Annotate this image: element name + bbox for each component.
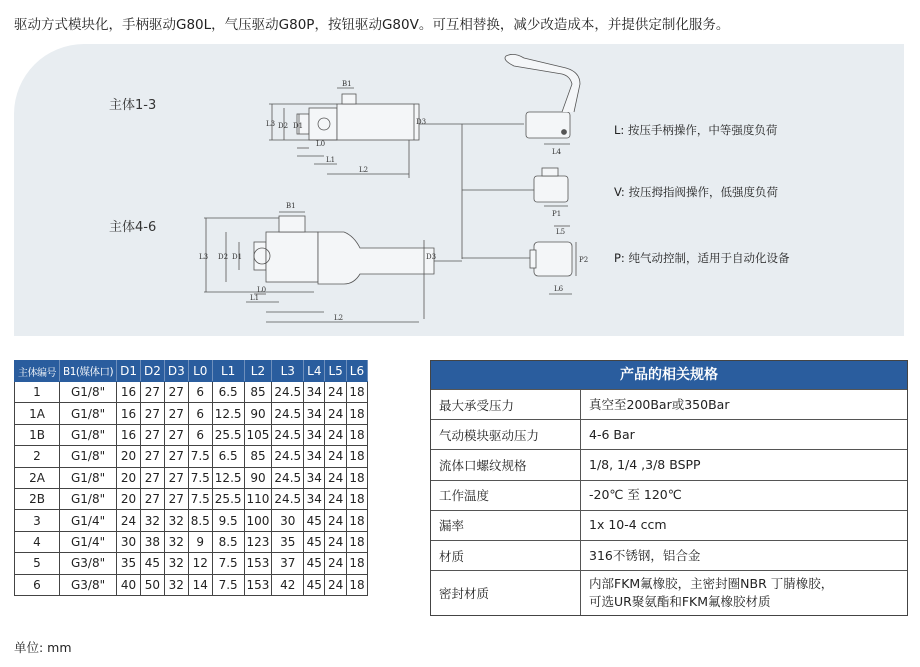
dim-table-row bbox=[15, 467, 368, 488]
dim-table-cell: 2A bbox=[15, 467, 60, 488]
dim-table-cell: 32 bbox=[164, 510, 188, 531]
intro-text: 驱动方式模块化，手柄驱动G80L，气压驱动G80P，按钮驱动G80V。可互相替换，减少改造成本，并提供定制化服务。 bbox=[14, 17, 730, 33]
dim-table-cell: 18 bbox=[346, 424, 367, 445]
dim-d2-bottom: D2 bbox=[218, 253, 229, 261]
dim-d3-bottom: D3 bbox=[426, 253, 437, 261]
dim-d1-bottom: D1 bbox=[232, 253, 243, 261]
dim-table-cell: 27 bbox=[140, 382, 164, 403]
dim-table-cell: 20 bbox=[117, 488, 141, 509]
dim-table-row bbox=[15, 553, 368, 574]
dim-table-cell: 4 bbox=[15, 531, 60, 552]
dim-table-cell: 8.5 bbox=[188, 510, 212, 531]
dim-table-cell: 24.5 bbox=[272, 403, 304, 424]
spec-value-line: 4-6 Bar bbox=[589, 426, 635, 442]
dim-table-cell: 30 bbox=[117, 531, 141, 552]
mode-L-label: L: 按压手柄操作，中等强度负荷 bbox=[614, 123, 778, 137]
body-4-6-label: 主体4-6 bbox=[109, 220, 157, 235]
dim-l3-bottom: L3 bbox=[199, 253, 209, 261]
dim-table-header: L1 bbox=[212, 361, 244, 382]
dim-table-cell: G1/8" bbox=[60, 467, 117, 488]
spec-key: 气动模块驱动压力 bbox=[431, 420, 581, 450]
dim-table-header: L2 bbox=[244, 361, 272, 382]
dim-table-cell: 32 bbox=[140, 510, 164, 531]
dim-table-cell: 90 bbox=[244, 403, 272, 424]
dim-l5: L5 bbox=[556, 228, 566, 236]
dim-table-cell: 34 bbox=[304, 403, 325, 424]
dim-table-row bbox=[15, 446, 368, 467]
body-1-3-label: 主体1-3 bbox=[109, 98, 157, 113]
dim-table-cell: 34 bbox=[304, 382, 325, 403]
dim-table-cell: 6.5 bbox=[212, 382, 244, 403]
dim-table-cell: 9 bbox=[188, 531, 212, 552]
dim-table-cell: 1B bbox=[15, 424, 60, 445]
dim-table-header: L4 bbox=[304, 361, 325, 382]
dim-table-cell: G3/8" bbox=[60, 553, 117, 574]
dim-table-cell: 153 bbox=[244, 553, 272, 574]
dim-table-cell: 7.5 bbox=[188, 446, 212, 467]
dim-table-cell: 1 bbox=[15, 382, 60, 403]
spec-value-line: 内部FKM氟橡胶，主密封圈NBR 丁腈橡胶， bbox=[589, 576, 834, 592]
dim-table-cell: 7.5 bbox=[212, 574, 244, 595]
dim-table-cell: 42 bbox=[272, 574, 304, 595]
dim-table-cell: 24 bbox=[325, 403, 346, 424]
dim-table-cell: 27 bbox=[140, 403, 164, 424]
dim-table-cell: 24 bbox=[325, 574, 346, 595]
dim-table-cell: 18 bbox=[346, 382, 367, 403]
mode-V-label: V: 按压拇指阀操作，低强度负荷 bbox=[614, 185, 778, 199]
dim-table-cell: 6 bbox=[188, 424, 212, 445]
dim-table-cell: 24 bbox=[325, 382, 346, 403]
dim-d3-top: D3 bbox=[416, 118, 427, 126]
dim-table-cell: 8.5 bbox=[212, 531, 244, 552]
dim-table-cell: 9.5 bbox=[212, 510, 244, 531]
dim-table-cell: 6.5 bbox=[212, 446, 244, 467]
spec-value bbox=[581, 540, 908, 570]
dim-table-cell: 37 bbox=[272, 553, 304, 574]
dim-table-cell: 16 bbox=[117, 424, 141, 445]
dim-table-cell: 2B bbox=[15, 488, 60, 509]
dim-table-cell: 18 bbox=[346, 467, 367, 488]
dim-table-cell: G1/8" bbox=[60, 488, 117, 509]
dim-table-cell: 7.5 bbox=[188, 467, 212, 488]
dim-table-cell: G1/8" bbox=[60, 424, 117, 445]
dimension-table bbox=[14, 360, 368, 596]
dim-table-cell: 34 bbox=[304, 467, 325, 488]
dim-table-cell: 24 bbox=[325, 446, 346, 467]
dim-table-header: D2 bbox=[140, 361, 164, 382]
dim-table-cell: 25.5 bbox=[212, 424, 244, 445]
spec-key: 工作温度 bbox=[431, 480, 581, 510]
mode-P-label: P: 纯气动控制，适用于自动化设备 bbox=[614, 251, 790, 265]
spec-value bbox=[581, 450, 908, 480]
drawing-panel bbox=[14, 44, 904, 336]
dim-b1-top: B1 bbox=[342, 80, 352, 88]
dim-table-cell: 45 bbox=[304, 553, 325, 574]
dim-table-cell: 6 bbox=[188, 382, 212, 403]
dim-table-cell: 24 bbox=[325, 488, 346, 509]
dim-table-cell: 24.5 bbox=[272, 382, 304, 403]
dim-table-cell: 45 bbox=[304, 574, 325, 595]
dim-table-cell: 27 bbox=[140, 488, 164, 509]
dim-table-header: L0 bbox=[188, 361, 212, 382]
dim-table-cell: 18 bbox=[346, 446, 367, 467]
dim-table-cell: 27 bbox=[164, 446, 188, 467]
spec-value bbox=[581, 480, 908, 510]
dim-table-row bbox=[15, 488, 368, 509]
spec-key: 最大承受压力 bbox=[431, 390, 581, 420]
spec-value-line: -20℃ 至 120℃ bbox=[589, 487, 682, 503]
dim-p1: P1 bbox=[552, 210, 562, 218]
dim-table-header: B1(媒体口) bbox=[60, 361, 117, 382]
dim-p2: P2 bbox=[579, 256, 589, 264]
spec-value bbox=[581, 510, 908, 540]
dim-table-cell: 24.5 bbox=[272, 424, 304, 445]
dim-table-cell: 14 bbox=[188, 574, 212, 595]
dim-table-cell: G1/4" bbox=[60, 531, 117, 552]
body-4-6-drawing bbox=[204, 212, 437, 322]
dim-l2-bottom: L2 bbox=[334, 314, 344, 322]
dim-table-cell: 5 bbox=[15, 553, 60, 574]
dim-table-cell: 50 bbox=[140, 574, 164, 595]
dim-table-row bbox=[15, 531, 368, 552]
dim-table-cell: 12.5 bbox=[212, 467, 244, 488]
dim-table-cell: 123 bbox=[244, 531, 272, 552]
dim-b1-bottom: B1 bbox=[286, 202, 296, 210]
module-P-drawing bbox=[530, 242, 576, 294]
dim-table-cell: 24.5 bbox=[272, 467, 304, 488]
dim-l4: L4 bbox=[552, 148, 562, 156]
dim-table-cell: 40 bbox=[117, 574, 141, 595]
dim-table-cell: 27 bbox=[164, 467, 188, 488]
dim-table-cell: 110 bbox=[244, 488, 272, 509]
body-1-3-drawing bbox=[269, 88, 419, 178]
dim-l0-bottom: L0 bbox=[257, 286, 267, 294]
dim-table-cell: 12 bbox=[188, 553, 212, 574]
dim-table-cell: 27 bbox=[140, 467, 164, 488]
dim-table-cell: 24 bbox=[325, 531, 346, 552]
dim-table-cell: 24 bbox=[325, 467, 346, 488]
dim-table-header: L3 bbox=[272, 361, 304, 382]
spec-value-line: 真空至200Bar或350Bar bbox=[589, 396, 730, 412]
dim-table-cell: 27 bbox=[164, 382, 188, 403]
dim-table-cell: 18 bbox=[346, 553, 367, 574]
dim-table-cell: G3/8" bbox=[60, 574, 117, 595]
spec-value bbox=[581, 571, 908, 616]
spec-value-line: 316不锈钢，铝合金 bbox=[589, 547, 701, 563]
dim-d1-top: D1 bbox=[293, 122, 304, 130]
spec-row bbox=[431, 571, 907, 616]
dim-table-cell: 34 bbox=[304, 488, 325, 509]
spec-key: 密封材质 bbox=[431, 571, 581, 616]
dim-table-header: L5 bbox=[325, 361, 346, 382]
dim-l1-top: L1 bbox=[326, 156, 336, 164]
dim-table-cell: 45 bbox=[304, 510, 325, 531]
dim-table-cell: 85 bbox=[244, 382, 272, 403]
spec-table bbox=[431, 389, 907, 615]
dim-table-cell: 24.5 bbox=[272, 488, 304, 509]
dim-table-cell: 18 bbox=[346, 574, 367, 595]
dim-table-cell: 35 bbox=[117, 553, 141, 574]
spec-value bbox=[581, 420, 908, 450]
spec-row bbox=[431, 450, 907, 480]
spec-panel bbox=[430, 360, 908, 616]
dim-table-cell: 3 bbox=[15, 510, 60, 531]
spec-value-line: 1x 10-4 ccm bbox=[589, 517, 667, 533]
dim-table-header: D1 bbox=[117, 361, 141, 382]
dim-table-cell: 18 bbox=[346, 510, 367, 531]
spec-key: 流体口螺纹规格 bbox=[431, 450, 581, 480]
dim-l1-bottom: L1 bbox=[250, 294, 260, 302]
dim-table-cell: 24 bbox=[117, 510, 141, 531]
dim-table-cell: 34 bbox=[304, 424, 325, 445]
dim-table-cell: 1A bbox=[15, 403, 60, 424]
dim-table-cell: 7.5 bbox=[212, 553, 244, 574]
dim-table-cell: 24 bbox=[325, 553, 346, 574]
dim-table-cell: 45 bbox=[304, 531, 325, 552]
dim-table-cell: 24.5 bbox=[272, 446, 304, 467]
dim-table-cell: 2 bbox=[15, 446, 60, 467]
dim-table-cell: G1/8" bbox=[60, 446, 117, 467]
dim-table-cell: 25.5 bbox=[212, 488, 244, 509]
dim-table-row bbox=[15, 382, 368, 403]
dim-table-cell: G1/8" bbox=[60, 403, 117, 424]
spec-key: 漏率 bbox=[431, 510, 581, 540]
dim-table-cell: 90 bbox=[244, 467, 272, 488]
dim-d2-top: D2 bbox=[278, 122, 289, 130]
dim-table-cell: 27 bbox=[164, 488, 188, 509]
spec-row bbox=[431, 420, 907, 450]
dim-table-cell: 27 bbox=[140, 446, 164, 467]
dim-table-cell: 27 bbox=[140, 424, 164, 445]
dim-table-header: D3 bbox=[164, 361, 188, 382]
dim-table-cell: 27 bbox=[164, 403, 188, 424]
dim-table-cell: G1/8" bbox=[60, 382, 117, 403]
dim-table-cell: 105 bbox=[244, 424, 272, 445]
dim-table-cell: 32 bbox=[164, 574, 188, 595]
spec-key: 材质 bbox=[431, 540, 581, 570]
dim-table-cell: 32 bbox=[164, 553, 188, 574]
spec-row bbox=[431, 480, 907, 510]
spec-value bbox=[581, 390, 908, 420]
dim-l6: L6 bbox=[554, 285, 564, 293]
dim-table-cell: 24 bbox=[325, 510, 346, 531]
dim-table-cell: 34 bbox=[304, 446, 325, 467]
dim-table-cell: 16 bbox=[117, 403, 141, 424]
dim-table-row bbox=[15, 510, 368, 531]
spec-row bbox=[431, 510, 907, 540]
spec-row bbox=[431, 540, 907, 570]
dim-table-cell: 38 bbox=[140, 531, 164, 552]
dim-table-cell: 7.5 bbox=[188, 488, 212, 509]
dim-table-cell: 20 bbox=[117, 446, 141, 467]
dim-table-cell: 35 bbox=[272, 531, 304, 552]
spec-value-line: 可选UR聚氨酯和FKM氟橡胶材质 bbox=[589, 594, 771, 610]
dim-table-cell: 6 bbox=[188, 403, 212, 424]
dim-table-row bbox=[15, 574, 368, 595]
dim-table-row bbox=[15, 403, 368, 424]
dim-l3-top: L3 bbox=[266, 120, 276, 128]
spec-value-line: 1/8, 1/4 ,3/8 BSPP bbox=[589, 456, 701, 472]
dim-table-cell: 20 bbox=[117, 467, 141, 488]
dim-table-header: L6 bbox=[346, 361, 367, 382]
dim-table-cell: 12.5 bbox=[212, 403, 244, 424]
dim-table-cell: 24 bbox=[325, 424, 346, 445]
dim-table-cell: 100 bbox=[244, 510, 272, 531]
unit-note: 单位: mm bbox=[14, 640, 72, 655]
dim-table-cell: 153 bbox=[244, 574, 272, 595]
dim-l0-top: L0 bbox=[316, 140, 326, 148]
spec-row bbox=[431, 390, 907, 420]
dim-table-cell: 16 bbox=[117, 382, 141, 403]
dim-table-cell: 45 bbox=[140, 553, 164, 574]
dim-table-header: 主体编号 bbox=[15, 361, 60, 382]
spec-title: 产品的相关规格 bbox=[431, 361, 907, 389]
module-L-drawing bbox=[505, 54, 580, 144]
dim-table-cell: 27 bbox=[164, 424, 188, 445]
dim-table-cell: 30 bbox=[272, 510, 304, 531]
dim-table-cell: 32 bbox=[164, 531, 188, 552]
dim-table-cell: 85 bbox=[244, 446, 272, 467]
dim-table-cell: 18 bbox=[346, 403, 367, 424]
dim-table-cell: 18 bbox=[346, 531, 367, 552]
dim-table-cell: G1/4" bbox=[60, 510, 117, 531]
dim-table-cell: 18 bbox=[346, 488, 367, 509]
dim-l2-top: L2 bbox=[359, 166, 369, 174]
dim-table-cell: 6 bbox=[15, 574, 60, 595]
dim-table-row bbox=[15, 424, 368, 445]
